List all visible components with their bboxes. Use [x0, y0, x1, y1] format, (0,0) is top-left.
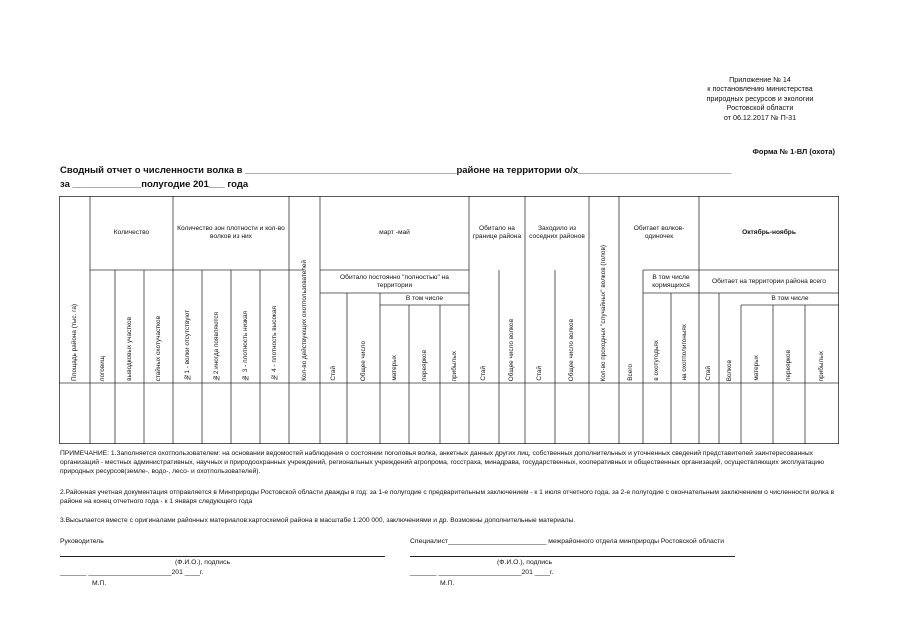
col-lone-hunting: в охотугодьях: [653, 340, 661, 381]
note-1: ПРИМЕЧАНИЕ: 1.Заполняется охотпользователем: на основании ведомостей наблюдения о состоянии поголовья волка, анкетных данных других лиц, собственных дополнительных и уточненных сведений представителей заинтересованных организаций - местных административных, научных и природоохранных учреждений, региональных учреждений агропрома, госстраха, минадрава, государственных, кооперативных и общественных организаций, осуществляющих эксплуатацию природных ресурсов(земле-, водо-, лесо- и охотпользователей).: [60, 450, 825, 476]
col-brood-areas: выводковых участков: [125, 317, 133, 381]
header-including: В том числе: [405, 295, 444, 302]
col-adults-mm: матерых: [390, 355, 398, 381]
col-pups-on: прибылых: [818, 350, 826, 381]
col-area: Площадь района (тыс. га): [70, 304, 78, 381]
col-zone-3: № 3 - плотность низкая: [241, 311, 249, 381]
col-packs-neighbors: Стай: [536, 366, 544, 381]
col-lone-total: Всего: [627, 364, 635, 381]
specialist-date: _______ ______________________201 ____г.: [410, 569, 554, 576]
header-neighbors: Заходило из соседних районов: [529, 225, 585, 240]
header-lives-all: Обитает на территории района всего: [712, 277, 826, 285]
col-pack-areas: стайных охотучастков: [154, 315, 162, 381]
head-signature-line: [60, 556, 385, 557]
specialist-signature-line: [410, 556, 735, 557]
header-fed-in: В том числе кормящихся: [652, 273, 690, 289]
header-march-may: март -май: [379, 229, 410, 236]
header-including-2: В том числе: [771, 295, 809, 302]
col-packs-on: Стай: [705, 366, 713, 381]
col-yearlings-mm: переярков: [420, 350, 428, 381]
head-stamp: М.П.: [92, 580, 107, 587]
header-density: Количество зон плотности и кол-во волков из них: [177, 225, 285, 240]
col-dens: логовищ: [98, 355, 106, 381]
col-packs-border: Стай: [480, 366, 488, 381]
appendix-line: к постановлению министерства: [707, 84, 813, 94]
col-random-wolves: Кол-во проходных "случайных" волков (голов): [600, 244, 608, 381]
form-number: Форма № 1-ВЛ (охота): [752, 147, 835, 156]
col-zone-1: №1 - волки отсутствуют: [183, 310, 191, 381]
col-adults-on: матерых: [753, 355, 761, 381]
specialist-label: Специалист__________________________ межрайонного отдела минприроды Ростовской области: [410, 538, 725, 545]
head-date: _______ ______________________201 ____г.: [60, 569, 204, 576]
header-count: Количество: [113, 229, 150, 236]
header-border: Обитало на границе района: [472, 225, 522, 240]
appendix-line: Ростовской области: [726, 103, 794, 113]
col-zone-2: №2 иногда появляются: [212, 311, 220, 381]
col-total-border: Общее число волков: [508, 318, 516, 381]
note-3: 3.Высылается вместе с оригиналами районных материалов:картосхемой района в масштабе 1:200 000, заключениями и др. Возможны дополнительные материалы.: [60, 517, 576, 524]
header-oct-nov: Октябрь-ноябрь: [742, 229, 796, 236]
appendix-line: Приложение № 14: [729, 75, 791, 84]
col-wolves-on: Волков: [726, 359, 734, 381]
specialist-fio-caption: (Ф.И.О.), подпись: [497, 559, 553, 566]
appendix-block: [660, 75, 860, 122]
col-total-neighbors: Общее число волков: [568, 318, 576, 381]
col-pups-mm: прибылых: [450, 350, 458, 381]
wolf-count-table: [59, 196, 839, 444]
specialist-stamp: М.П.: [440, 580, 455, 587]
header-lived-full: Обитало постоянно "полностью" на территории: [340, 273, 449, 289]
header-lone-wolves: Обитает волков-одиночек: [633, 225, 685, 240]
col-packs-mm: Стай: [329, 366, 337, 381]
report-title: Сводный отчет о численности волка в ________________________________________районе на территории о/х_____________________________: [60, 165, 732, 176]
col-lone-polygons: на охотполигоныях: [681, 324, 689, 381]
appendix-line: природных ресурсов и экологии: [706, 93, 814, 103]
note-2: 2.Районная учетная документация отправляется в Минприроды Ростовской области дважды в год: за 1-е полугодие с предварительным заключением - к 1 июля отчетного года, за 2-е полугодие с окончательным заключением о численности волка в районе на конец отчетного года - к 1 января следующего года: [60, 489, 835, 506]
appendix-line: от 06.12.2017 № П-31: [723, 112, 797, 122]
col-zone-4: № 4 - плотность высокая: [270, 306, 278, 381]
head-label: Руководитель: [60, 538, 104, 545]
col-yearlings-on: переярков: [785, 350, 793, 381]
col-total-mm: Общее число: [359, 340, 367, 381]
col-hunters: Кол-во действующих охотпользователей: [300, 260, 308, 381]
report-period: за _____________полугодие 201___ года: [60, 179, 249, 190]
head-fio-caption: (Ф.И.О.), подпись: [175, 559, 231, 566]
